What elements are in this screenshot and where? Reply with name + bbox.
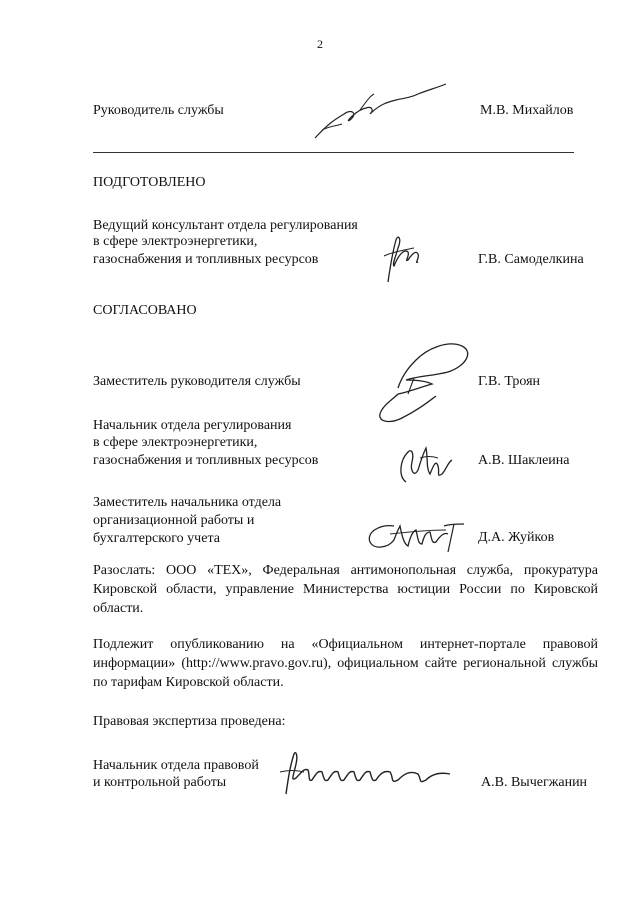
signer-name: Д.А. Жуйков bbox=[478, 530, 555, 545]
signer-position: Заместитель руководителя службы bbox=[93, 374, 301, 389]
legal-name: А.В. Вычегжанин bbox=[481, 775, 588, 790]
legal-position: и контрольной работы bbox=[93, 775, 227, 790]
publication-text: Подлежит опубликованию на «Официальном интернет-портале правовой информации» (http://www.pravo.gov.ru), официальном сайте региональной службы по тарифам Кировской области. bbox=[93, 637, 598, 690]
signer-position: газоснабжения и топливных ресурсов bbox=[93, 453, 319, 468]
legal-position: Начальник отдела правовой bbox=[93, 758, 259, 773]
signature-zhuykov-icon bbox=[360, 512, 470, 558]
signature-samodelkina-icon bbox=[374, 226, 424, 286]
signer-position: бухгалтерского учета bbox=[93, 531, 220, 546]
signer-position: в сфере электроэнергетики, bbox=[93, 435, 258, 450]
prepared-name: Г.В. Самоделкина bbox=[478, 252, 584, 267]
signer-position: организационной работы и bbox=[93, 513, 255, 528]
agreed-heading: СОГЛАСОВАНО bbox=[93, 303, 197, 318]
prepared-position-line: в сфере электроэнергетики, bbox=[93, 234, 258, 249]
signature-shakleina-icon bbox=[392, 438, 462, 488]
head-name: М.В. Михайлов bbox=[480, 103, 574, 118]
page-number: 2 bbox=[317, 37, 323, 51]
signer-name: А.В. Шаклеина bbox=[478, 453, 570, 468]
prepared-heading: ПОДГОТОВЛЕНО bbox=[93, 175, 206, 190]
divider-line bbox=[93, 152, 574, 153]
signer-position: Начальник отдела регулирования bbox=[93, 418, 292, 433]
head-position: Руководитель службы bbox=[93, 103, 224, 118]
signer-position: Заместитель начальника отдела bbox=[93, 495, 282, 510]
signer-name: Г.В. Троян bbox=[478, 374, 541, 389]
signature-head-icon bbox=[300, 80, 450, 142]
prepared-position-line: газоснабжения и топливных ресурсов bbox=[93, 252, 319, 267]
signature-vychegzhanin-icon bbox=[268, 748, 458, 798]
prepared-position-line: Ведущий консультант отдела регулирования bbox=[93, 218, 358, 233]
signature-troyan-icon bbox=[362, 318, 482, 428]
distribution-text: Разослать: ООО «ТЕХ», Федеральная антимонопольная служба, прокуратура Кировской области, управление Министерства юстиции России по Кировской области. bbox=[93, 563, 598, 616]
legal-note: Правовая экспертиза проведена: bbox=[93, 714, 286, 729]
